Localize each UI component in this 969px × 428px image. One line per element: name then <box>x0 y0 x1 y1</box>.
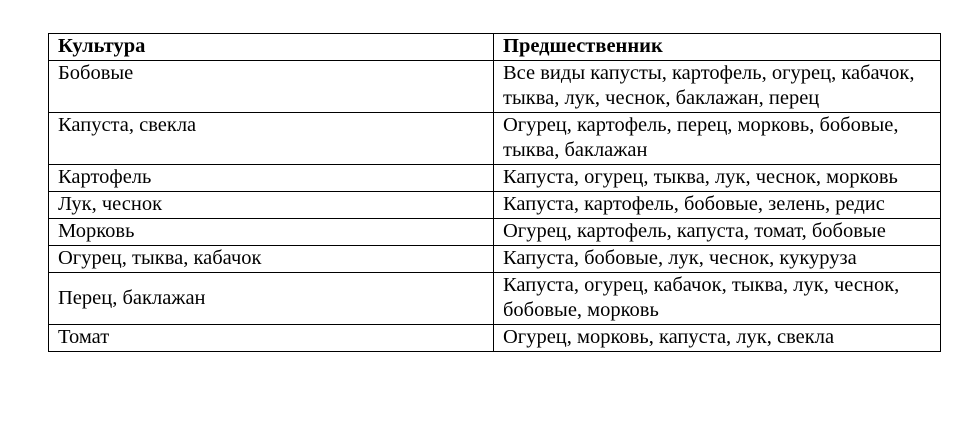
table-row <box>49 113 941 165</box>
predecessor-cell: Огурец, картофель, перец, морковь, бобовые, тыква, баклажан <box>494 113 941 165</box>
table-row <box>49 192 941 219</box>
table-row <box>49 246 941 273</box>
crop-cell: Лук, чеснок <box>49 192 494 219</box>
crop-cell: Морковь <box>49 219 494 246</box>
column-header-predecessor: Предшественник <box>494 34 941 61</box>
predecessor-cell: Огурец, картофель, капуста, томат, бобовые <box>494 219 941 246</box>
table-row <box>49 61 941 113</box>
predecessor-cell: Капуста, картофель, бобовые, зелень, редис <box>494 192 941 219</box>
crop-cell: Томат <box>49 325 494 352</box>
table-row <box>49 273 941 325</box>
crop-rotation-table <box>48 33 941 352</box>
predecessor-cell: Огурец, морковь, капуста, лук, свекла <box>494 325 941 352</box>
crop-cell: Огурец, тыква, кабачок <box>49 246 494 273</box>
table-row <box>49 165 941 192</box>
column-header-crop: Культура <box>49 34 494 61</box>
crop-cell: Картофель <box>49 165 494 192</box>
crop-cell: Капуста, свекла <box>49 113 494 165</box>
table-row <box>49 325 941 352</box>
table-header-row <box>49 34 941 61</box>
predecessor-cell: Все виды капусты, картофель, огурец, кабачок, тыква, лук, чеснок, баклажан, перец <box>494 61 941 113</box>
crop-cell: Перец, баклажан <box>49 273 494 325</box>
table-row <box>49 219 941 246</box>
predecessor-cell: Капуста, бобовые, лук, чеснок, кукуруза <box>494 246 941 273</box>
crop-cell: Бобовые <box>49 61 494 113</box>
predecessor-cell: Капуста, огурец, тыква, лук, чеснок, морковь <box>494 165 941 192</box>
predecessor-cell: Капуста, огурец, кабачок, тыква, лук, чеснок, бобовые, морковь <box>494 273 941 325</box>
